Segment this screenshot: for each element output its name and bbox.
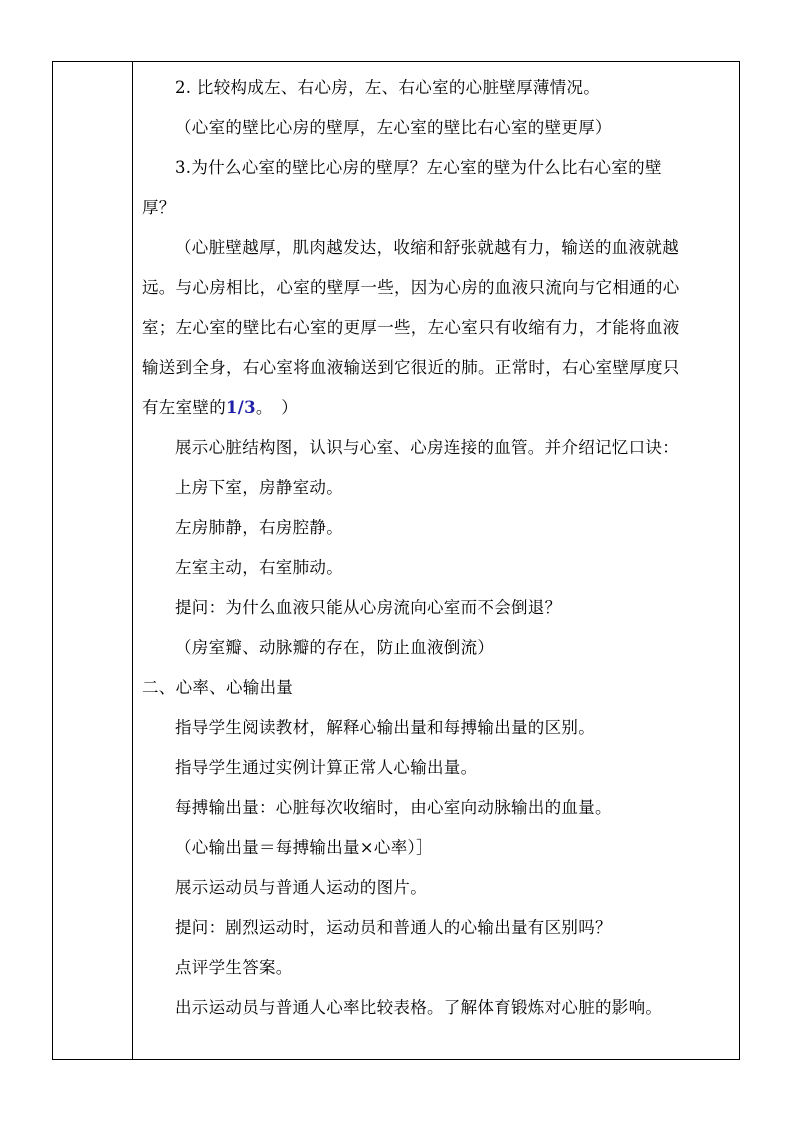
- answer-why-thicker-2: 远。与心房相比，心室的壁厚一些，因为心房的血液只流向与它相通的心: [142, 278, 680, 297]
- paragraph-compare-walls: 2. 比较构成左、右心房，左、右心室的心脏壁厚薄情况。: [175, 78, 601, 97]
- question-why-thicker: 3.为什么心室的壁比心房的壁厚？左心室的壁为什么比右心室的壁: [175, 158, 662, 177]
- show-heart-rate-table: 出示运动员与普通人心率比较表格。了解体育锻炼对心脏的影响。: [175, 998, 663, 1017]
- question-why-thicker-cont: 厚？: [142, 198, 176, 217]
- answer-backflow: （房室瓣、动脉瓣的存在，防止血液倒流）: [175, 638, 495, 657]
- answer-why-thicker-1: （心脏壁越厚，肌肉越发达，收缩和舒张就越有力，输送的血液就越: [175, 238, 679, 257]
- cardiac-output-formula: （心输出量＝每搏输出量×心率）］: [175, 838, 433, 857]
- answer-closing: 。 ）: [255, 398, 299, 417]
- table-content-column: [133, 62, 739, 1059]
- answer-text-segment: 有左室壁的: [142, 398, 226, 417]
- show-athlete-images: 展示运动员与普通人运动的图片。: [175, 878, 427, 897]
- fraction-value: 1/3: [226, 398, 256, 417]
- answer-why-thicker-5: [142, 388, 731, 428]
- show-heart-diagram: 展示心脏结构图，认识与心室、心房连接的血管。并介绍记忆口诀：: [175, 438, 679, 457]
- mnemonic-line-2: 左房肺静，右房腔静。: [175, 518, 343, 537]
- guide-calculation: 指导学生通过实例计算正常人心输出量。: [175, 758, 478, 777]
- answer-why-thicker-4: 输送到全身，右心室将血液输送到它很近的肺。正常时，右心室壁厚度只: [142, 358, 680, 377]
- mnemonic-line-3: 左室主动，右室肺动。: [175, 558, 343, 577]
- question-backflow: 提问：为什么血液只能从心房流向心室而不会倒退？: [175, 598, 562, 617]
- section-heading-heart-rate: 二、心率、心输出量: [142, 678, 294, 697]
- table-left-column: [53, 62, 133, 1059]
- lesson-table: [52, 61, 740, 1060]
- question-athlete-output: 提问：剧烈运动时，运动员和普通人的心输出量有区别吗？: [175, 918, 612, 937]
- answer-compare-walls: （心室的壁比心房的壁厚，左心室的壁比右心室的壁更厚）: [175, 118, 612, 137]
- mnemonic-line-1: 上房下室，房静室动。: [175, 478, 343, 497]
- answer-why-thicker-3: 室；左心室的壁比右心室的更厚一些，左心室只有收缩有力，才能将血液: [142, 318, 680, 337]
- guide-reading: 指导学生阅读教材，解释心输出量和每搏输出量的区别。: [175, 718, 595, 737]
- review-answers: 点评学生答案。: [175, 958, 293, 977]
- stroke-volume-definition: 每搏输出量：心脏每次收缩时，由心室向动脉输出的血量。: [175, 798, 612, 817]
